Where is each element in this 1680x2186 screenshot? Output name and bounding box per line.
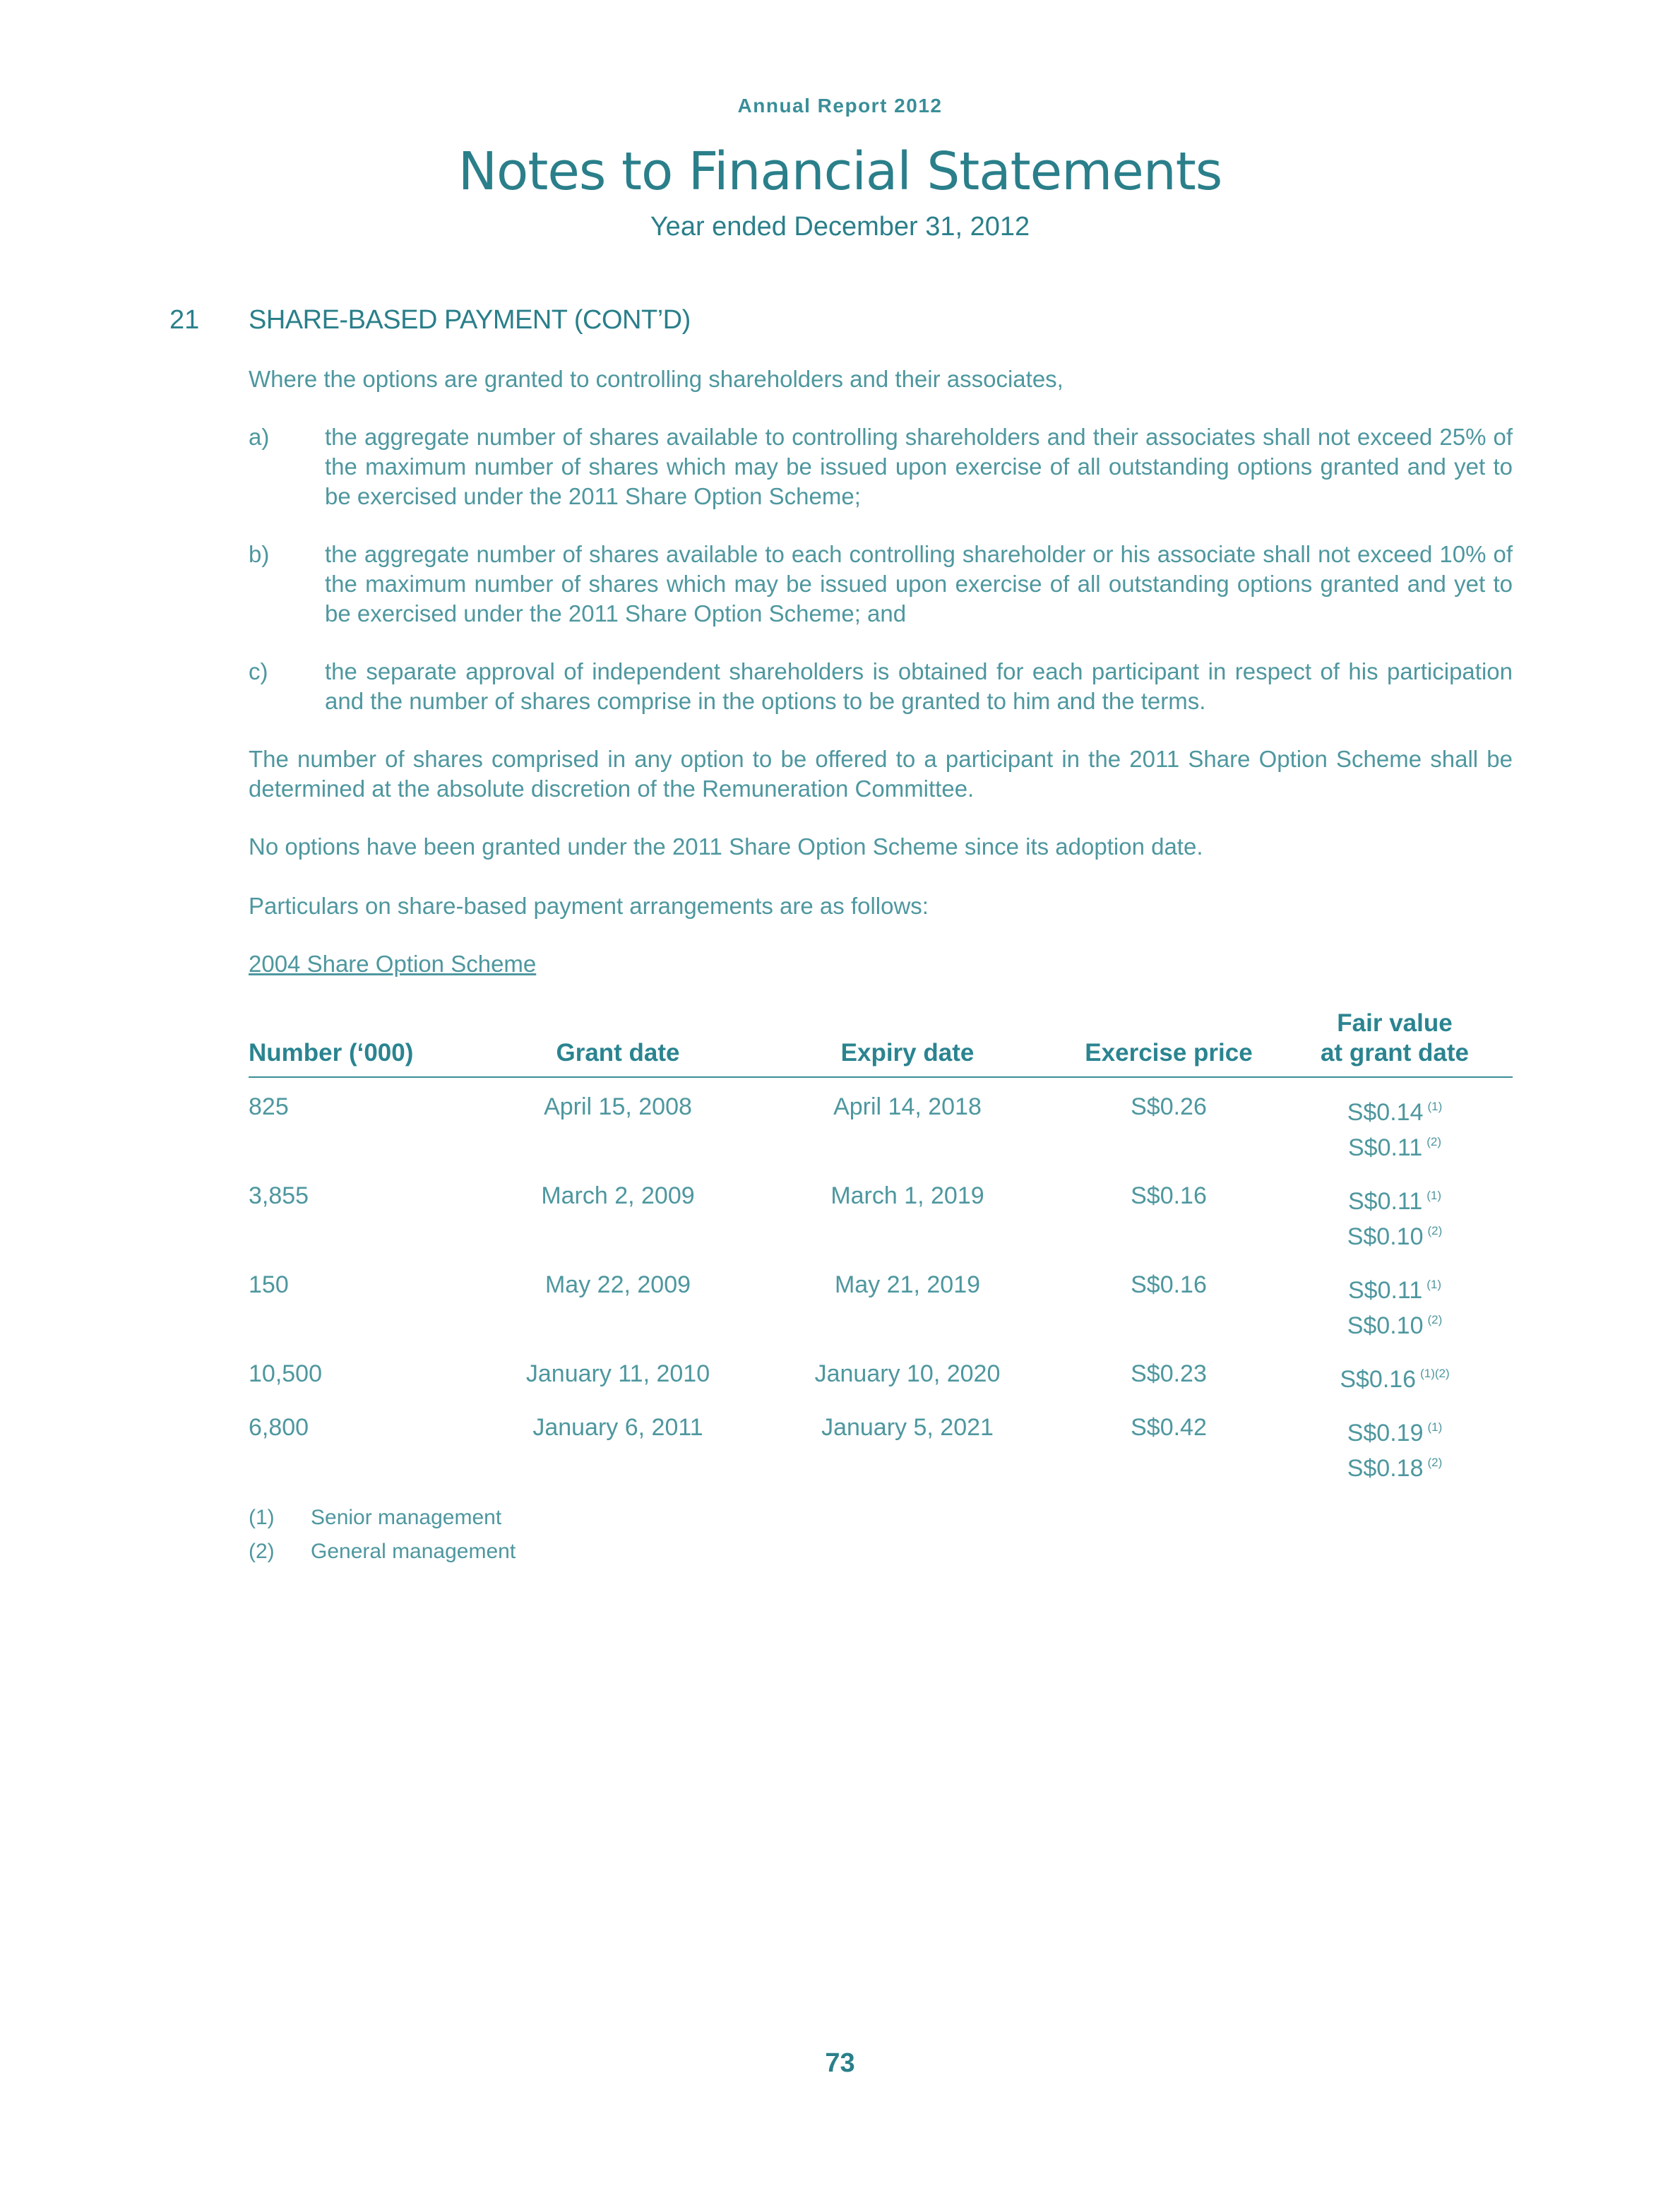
cell-number: 825 <box>249 1093 289 1120</box>
cell-grant-date: April 15, 2008 <box>544 1093 692 1120</box>
list-item-label-c: c) <box>249 658 268 684</box>
page-subtitle: Year ended December 31, 2012 <box>650 212 1030 242</box>
scheme-heading: 2004 Share Option Scheme <box>249 951 537 977</box>
page-title: Notes to Financial Statements <box>458 141 1222 202</box>
footnote-text: General management <box>311 1540 516 1563</box>
footnote-number: (2) <box>249 1540 275 1563</box>
column-header-number: Number (‘000) <box>249 1039 414 1067</box>
cell-expiry-date: March 1, 2019 <box>830 1182 984 1209</box>
cell-exercise-price: S$0.26 <box>1131 1093 1207 1120</box>
section-number: 21 <box>169 305 200 335</box>
cell-expiry-date: January 5, 2021 <box>821 1414 994 1441</box>
page-number: 73 <box>825 2048 855 2078</box>
cell-number: 6,800 <box>249 1414 309 1441</box>
cell-expiry-date: January 10, 2020 <box>814 1360 1001 1387</box>
footnote-number: (1) <box>249 1506 275 1529</box>
header-rule <box>249 1076 1513 1078</box>
cell-fair-value: S$0.11 $^{(1)}$ <box>1347 1188 1442 1215</box>
cell-exercise-price: S$0.42 <box>1131 1414 1207 1441</box>
cell-grant-date: January 6, 2011 <box>532 1414 703 1441</box>
cell-number: 150 <box>249 1271 289 1298</box>
cell-exercise-price: S$0.16 <box>1131 1271 1207 1298</box>
cell-fair-value: S$0.11 $^{(2)}$ <box>1347 1134 1442 1161</box>
cell-fair-value: S$0.11 $^{(1)}$ <box>1347 1277 1442 1304</box>
cell-exercise-price: S$0.16 <box>1131 1182 1207 1209</box>
cell-fair-value: S$0.18 $^{(2)}$ <box>1347 1455 1443 1482</box>
list-item-label-a: a) <box>249 424 270 450</box>
report-name: Annual Report 2012 <box>737 95 943 117</box>
cell-grant-date: May 22, 2009 <box>544 1271 691 1298</box>
cell-fair-value: S$0.16 $^{(1)(2)}$ <box>1340 1366 1450 1393</box>
paragraph-discretion: The number of shares comprised in any option to be offered to a participant in the 2011 Share Option Scheme shall be determined at the absolute discretion of the Remuneration Committee. <box>249 746 1513 802</box>
cell-fair-value: S$0.19 $^{(1)}$ <box>1347 1420 1443 1447</box>
cell-exercise-price: S$0.23 <box>1131 1360 1207 1387</box>
column-header-grant-date: Grant date <box>556 1039 680 1067</box>
cell-fair-value: S$0.10 $^{(2)}$ <box>1347 1312 1443 1339</box>
list-item-text-b: the aggregate number of shares available to each controlling shareholder or his associate shall not exceed 10% of the maximum number of shares which may be issued upon exercise of all outstanding options granted and yet to be exercised under the 2011 Share Option Scheme; and <box>325 541 1513 626</box>
intro-paragraph: Where the options are granted to controlling shareholders and their associates, <box>249 366 1064 392</box>
column-header-expiry-date: Expiry date <box>840 1039 975 1067</box>
column-header-fair-value-line2: at grant date <box>1320 1039 1470 1067</box>
cell-grant-date: March 2, 2009 <box>541 1182 695 1209</box>
list-item-text-a: the aggregate number of shares available to controlling shareholders and their associates shall not exceed 25% of the maximum number of shares which may be issued upon exercise of all outstanding options granted and yet to be exercised under the 2011 Share Option Scheme; <box>325 424 1513 509</box>
list-item-text-c: the separate approval of independent shareholders is obtained for each participant in respect of his participation and the number of shares comprise in the options to be granted to him and the terms. <box>325 658 1513 714</box>
list-item-label-b: b) <box>249 541 270 567</box>
cell-expiry-date: May 21, 2019 <box>834 1271 981 1298</box>
cell-number: 10,500 <box>249 1360 322 1387</box>
cell-number: 3,855 <box>249 1182 309 1209</box>
section-title: SHARE-BASED PAYMENT (CONT’D) <box>249 305 691 335</box>
cell-fair-value: S$0.14 $^{(1)}$ <box>1347 1099 1443 1126</box>
cell-fair-value: S$0.10 $^{(2)}$ <box>1347 1223 1443 1250</box>
footnote-text: Senior management <box>311 1506 502 1529</box>
column-header-fair-value: Fair value <box>1337 1009 1453 1037</box>
column-header-exercise-price: Exercise price <box>1085 1039 1253 1067</box>
cell-expiry-date: April 14, 2018 <box>833 1093 982 1120</box>
cell-grant-date: January 11, 2010 <box>525 1360 710 1387</box>
paragraph-no-options: No options have been granted under the 2011 Share Option Scheme since its adoption date. <box>249 833 1203 860</box>
paragraph-particulars: Particulars on share-based payment arrangements are as follows: <box>249 893 929 919</box>
